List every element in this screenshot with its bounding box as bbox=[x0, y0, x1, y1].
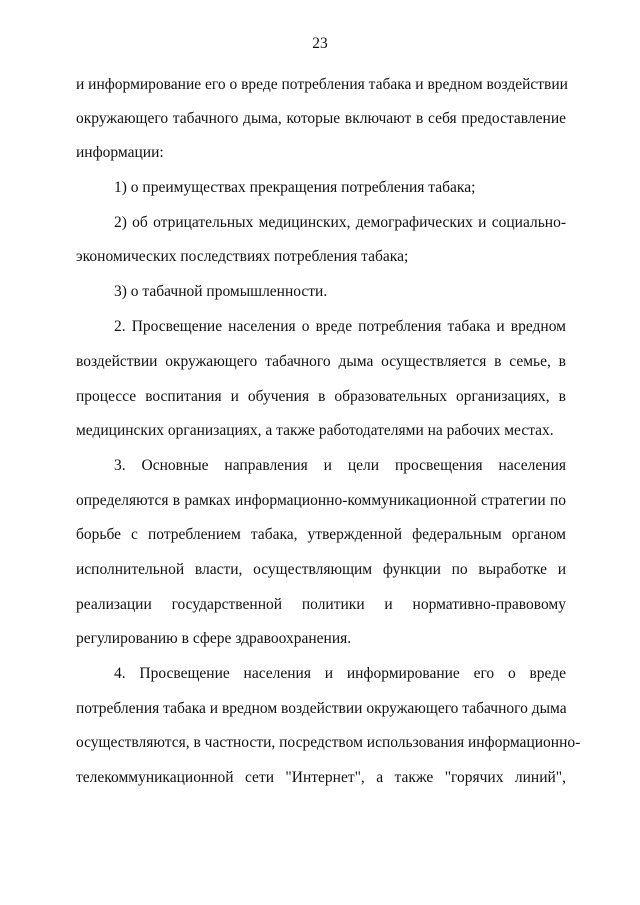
text-line: воздействии окружающего табачного дыма осуществляется в семье, в bbox=[76, 353, 566, 370]
text-line: телекоммуникационной сети "Интернет", а также "горячих линий", bbox=[76, 769, 566, 786]
text-line: 1) о преимуществах прекращения потребления табака; bbox=[114, 179, 476, 196]
text-line: потребления табака и вредном воздействии окружающего табачного дыма bbox=[76, 700, 567, 717]
page-number: 23 bbox=[312, 35, 328, 52]
text-line: окружающего табачного дыма, которые включают в себя предоставление bbox=[76, 110, 566, 127]
text-line: 3) о табачной промышленности. bbox=[114, 283, 328, 300]
text-line: 2) об отрицательных медицинских, демографических и социально- bbox=[114, 214, 566, 231]
text-line: процессе воспитания и обучения в образовательных организациях, в bbox=[76, 388, 566, 405]
text-line: медицинских организациях, а также работодателями на рабочих местах. bbox=[76, 422, 554, 439]
text-line: 2. Просвещение населения о вреде потребления табака и вредном bbox=[114, 318, 566, 335]
text-line: исполнительной власти, осуществляющим функции по выработке и bbox=[76, 561, 566, 578]
text-line: экономических последствиях потребления табака; bbox=[76, 248, 409, 265]
text-line: регулированию в сфере здравоохранения. bbox=[76, 630, 352, 647]
text-line: информации: bbox=[76, 144, 164, 161]
text-line: и информирование его о вреде потребления табака и вредном воздействии bbox=[76, 76, 568, 93]
text-line: осуществляются, в частности, посредством использования информационно- bbox=[76, 734, 581, 751]
text-line: 4. Просвещение населения и информирование его о вреде bbox=[114, 665, 566, 682]
text-line: 3. Основные направления и цели просвещения населения bbox=[114, 457, 566, 474]
text-line: борьбе с потреблением табака, утвержденной федеральным органом bbox=[76, 526, 566, 543]
text-line: реализации государственной политики и нормативно-правовому bbox=[76, 596, 566, 613]
text-line: определяются в рамках информационно-коммуникационной стратегии по bbox=[76, 492, 566, 509]
